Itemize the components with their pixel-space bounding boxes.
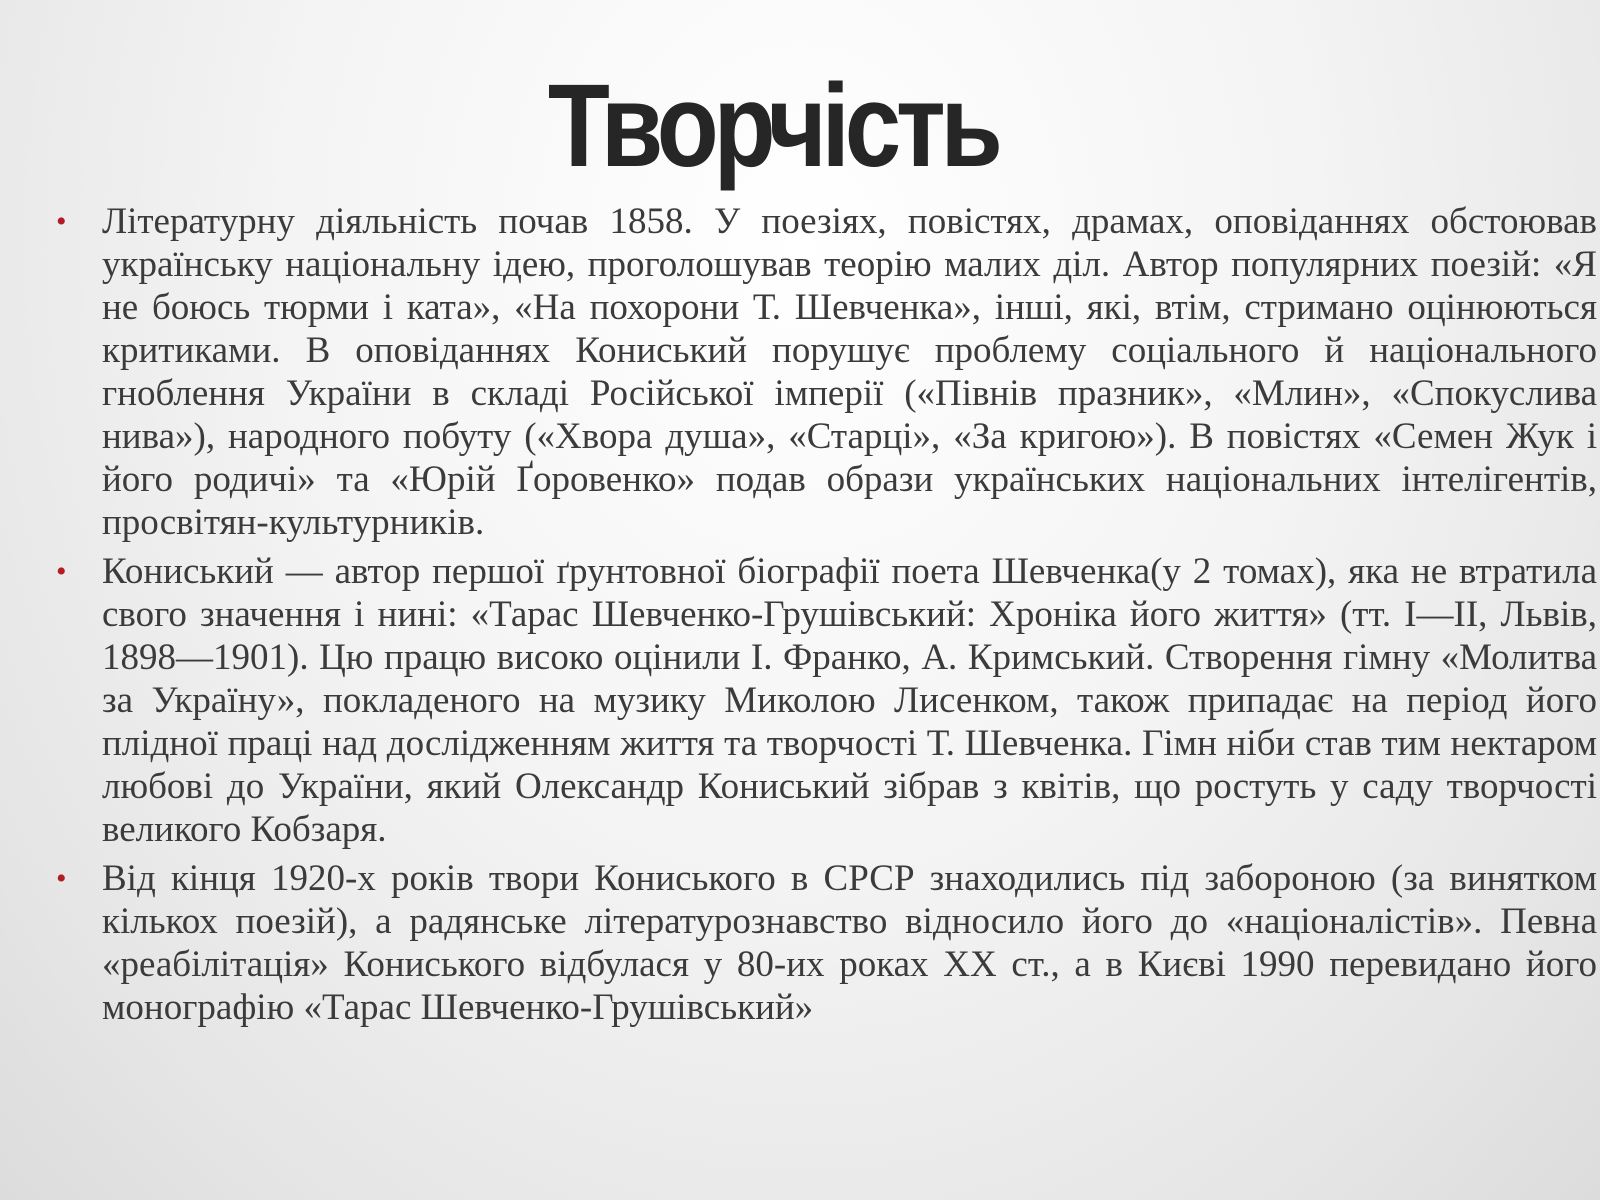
bullet-text-1: Літературну діяльність почав 1858. У поезіях, повістях, драмах, оповіданнях обстоював українську національну ідею, проголошував теорію малих діл. Автор популярних поезій: «Я не боюсь тюрми і ката», «На похорони Т. Шевченка», інші, які, втім, стримано оцінюються критиками. В оповіданнях Кониський порушує проблему соціального й національного гноблення України в складі Російської імперії («Півнів празник», «Млин», «Спокуслива нива»), народного побуту («Хвора душа», «Старці», «За кригою»). В повістях «Семен Жук і його родичі» та «Юрій Ґоровенко» подав образи українських національних інтелігентів, просвітян-культурників. bbox=[102, 201, 1597, 543]
bullet-text-2: Кониський — автор першої ґрунтовної біографії поета Шевченка(у 2 томах), яка не втратила свого значення і нині: «Тарас Шевченко-Грушівський: Хроніка його життя» (тт. І—ІІ, Львів, 1898—1901). Цю працю високо оцінили І. Франко, А. Кримський. Створення гімну «Молитва за Україну», покладеного на музику Миколою Лисенком, також припадає на період його плідної праці над дослідженням життя та творчості Т. Шевченка. Гімн ніби став тим нектаром любові до України, який Олександр Кониський зібрав з квітів, що ростуть у саду творчості великого Кобзаря. bbox=[102, 551, 1597, 850]
bullet-icon: • bbox=[56, 555, 67, 588]
bullet-icon: • bbox=[56, 862, 67, 895]
bullet-item-1 bbox=[52, 200, 1597, 544]
bullet-icon: • bbox=[56, 205, 67, 238]
slide-title: Творчість bbox=[547, 60, 998, 192]
bullet-item-3 bbox=[52, 857, 1597, 1029]
bullet-item-2 bbox=[52, 550, 1597, 851]
bullet-text-3: Від кінця 1920-х років твори Кониського в СРСР знаходились під забороною (за винятком кількох поезій), а радянське літературознавство відносило його до «націоналістів». Певна «реабілітація» Кониського відбулася у 80-их роках ХХ ст., а в Києві 1990 перевидано його монографію «Тарас Шевченко-Грушівський» bbox=[102, 858, 1597, 1028]
bullet-list bbox=[52, 200, 1597, 1035]
